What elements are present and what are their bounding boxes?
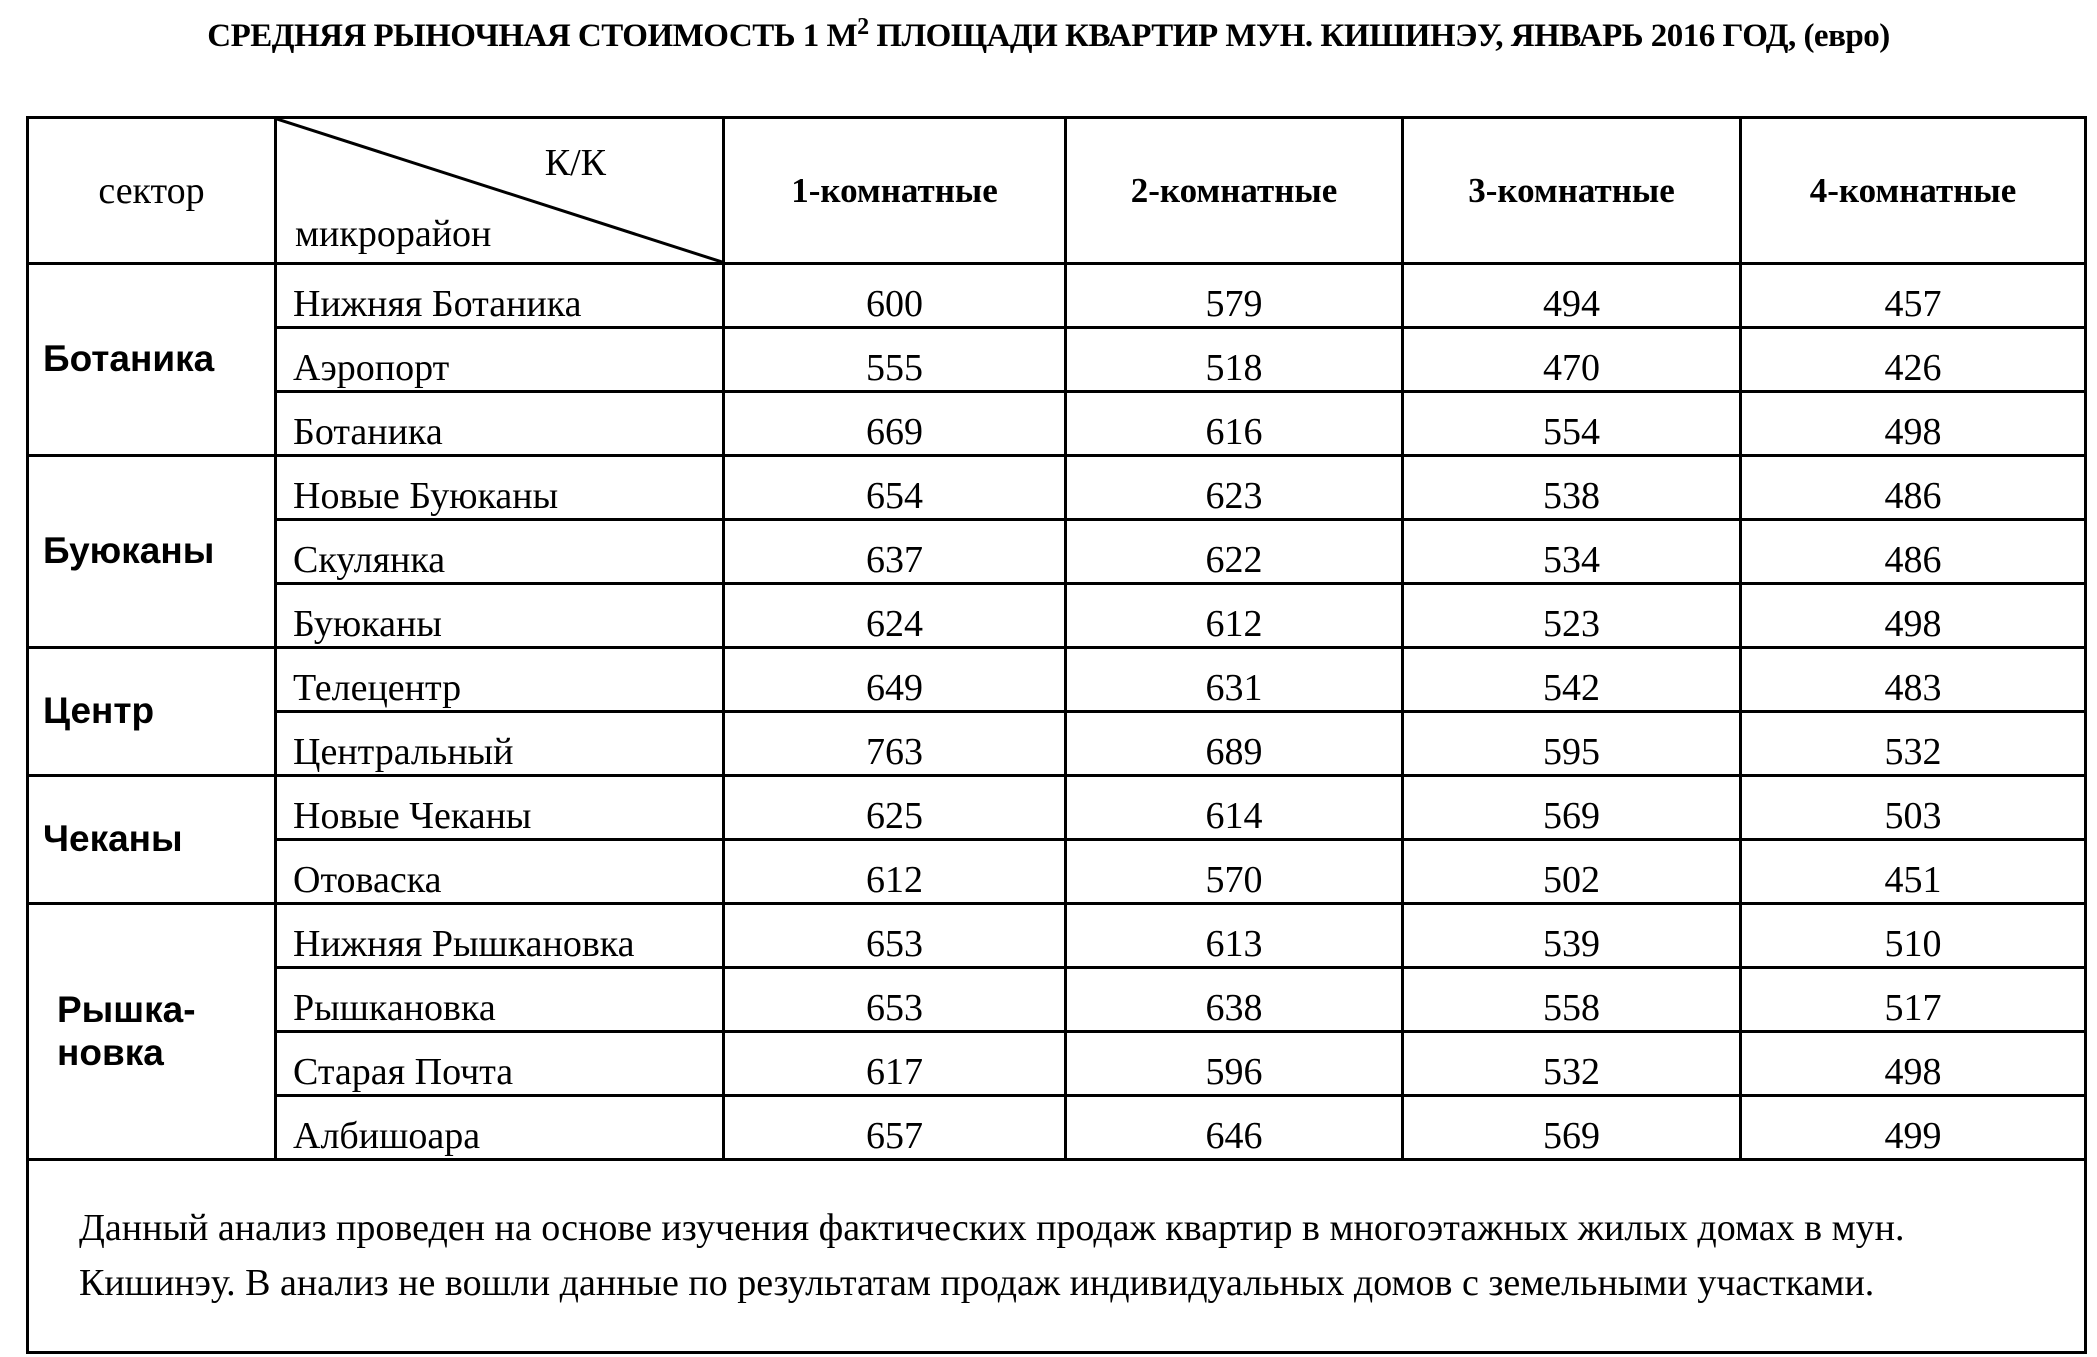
value-cell: 612 [724,840,1066,904]
value-cell: 558 [1403,968,1741,1032]
value-cell: 689 [1066,712,1403,776]
table-row [28,776,2086,840]
value-cell: 539 [1403,904,1741,968]
header-col-3: 3-комнатные [1403,118,1741,264]
value-cell: 654 [724,456,1066,520]
value-cell: 451 [1741,840,2086,904]
value-cell: 617 [724,1032,1066,1096]
microdistrict-cell: Нижняя Ботаника [276,264,724,328]
header-corner-microdistrict: микрорайон [295,213,492,255]
title-text: СРЕДНЯЯ РЫНОЧНАЯ СТОИМОСТЬ 1 М [207,18,858,54]
table-row [28,968,2086,1032]
value-cell: 579 [1066,264,1403,328]
header-corner [276,118,724,264]
value-cell: 649 [724,648,1066,712]
value-cell: 622 [1066,520,1403,584]
value-cell: 486 [1741,520,2086,584]
value-cell: 498 [1741,584,2086,648]
table-row [28,648,2086,712]
value-cell: 534 [1403,520,1741,584]
table-row [28,840,2086,904]
value-cell: 612 [1066,584,1403,648]
microdistrict-cell: Албишоара [276,1096,724,1160]
table-row [28,584,2086,648]
microdistrict-cell: Новые Буюканы [276,456,724,520]
value-cell: 637 [724,520,1066,584]
microdistrict-cell: Телецентр [276,648,724,712]
table-row [28,520,2086,584]
value-cell: 499 [1741,1096,2086,1160]
value-cell: 600 [724,264,1066,328]
header-corner-kk: К/К [544,142,606,184]
value-cell: 518 [1066,328,1403,392]
microdistrict-cell: Отоваска [276,840,724,904]
value-cell: 653 [724,904,1066,968]
value-cell: 554 [1403,392,1741,456]
value-cell: 494 [1403,264,1741,328]
microdistrict-cell: Аэропорт [276,328,724,392]
value-cell: 498 [1741,392,2086,456]
value-cell: 653 [724,968,1066,1032]
sector-riscani-line-2: новка [57,1031,164,1073]
value-cell: 595 [1403,712,1741,776]
value-cell: 616 [1066,392,1403,456]
sector-botanica: Ботаника [28,264,276,456]
value-cell: 624 [724,584,1066,648]
value-cell: 517 [1741,968,2086,1032]
value-cell: 483 [1741,648,2086,712]
value-cell: 638 [1066,968,1403,1032]
title-superscript: 2 [857,14,869,40]
value-cell: 623 [1066,456,1403,520]
title-text-after: ПЛОЩАДИ КВАРТИР МУН. КИШИНЭУ, ЯНВАРЬ 2016 ГОД, (евро) [868,18,1890,54]
price-table [26,116,2087,1354]
microdistrict-cell: Ботаника [276,392,724,456]
value-cell: 457 [1741,264,2086,328]
value-cell: 569 [1403,776,1741,840]
value-cell: 646 [1066,1096,1403,1160]
value-cell: 532 [1403,1032,1741,1096]
microdistrict-cell: Новые Чеканы [276,776,724,840]
table-row [28,392,2086,456]
price-table-wrapper [26,116,2084,1354]
value-cell: 614 [1066,776,1403,840]
table-row [28,1096,2086,1160]
value-cell: 426 [1741,328,2086,392]
value-cell: 523 [1403,584,1741,648]
header-col-2: 2-комнатные [1066,118,1403,264]
table-row [28,264,2086,328]
value-cell: 470 [1403,328,1741,392]
value-cell: 613 [1066,904,1403,968]
value-cell: 510 [1741,904,2086,968]
microdistrict-cell: Рышкановка [276,968,724,1032]
value-cell: 657 [724,1096,1066,1160]
header-col-4: 4-комнатные [1741,118,2086,264]
sector-centru: Центр [28,648,276,776]
table-row [28,1032,2086,1096]
value-cell: 763 [724,712,1066,776]
sector-riscani-line-1: Рышка- [57,988,196,1030]
header-sector: сектор [28,118,276,264]
value-cell: 538 [1403,456,1741,520]
table-row [28,456,2086,520]
value-cell: 631 [1066,648,1403,712]
microdistrict-cell: Нижняя Рышкановка [276,904,724,968]
value-cell: 596 [1066,1032,1403,1096]
microdistrict-cell: Центральный [276,712,724,776]
value-cell: 502 [1403,840,1741,904]
header-col-1: 1-комнатные [724,118,1066,264]
table-row [28,904,2086,968]
microdistrict-cell: Старая Почта [276,1032,724,1096]
value-cell: 532 [1741,712,2086,776]
value-cell: 625 [724,776,1066,840]
value-cell: 486 [1741,456,2086,520]
note-row [28,1160,2086,1353]
value-cell: 669 [724,392,1066,456]
sector-riscani [28,904,276,1160]
value-cell: 570 [1066,840,1403,904]
sector-buiucani: Буюканы [28,456,276,648]
analysis-note: Данный анализ проведен на основе изучения фактических продаж квартир в многоэтажных жилых домах в мун. Кишинэу. В анализ не вошли данные по результатам продаж индивидуальных домов с земельными участками. [28,1160,2086,1353]
header-row [28,118,2086,264]
microdistrict-cell: Буюканы [276,584,724,648]
table-row [28,712,2086,776]
value-cell: 503 [1741,776,2086,840]
value-cell: 498 [1741,1032,2086,1096]
table-row [28,328,2086,392]
value-cell: 555 [724,328,1066,392]
sector-ciocana: Чеканы [28,776,276,904]
value-cell: 569 [1403,1096,1741,1160]
microdistrict-cell: Скулянка [276,520,724,584]
page-title [0,14,2097,55]
value-cell: 542 [1403,648,1741,712]
